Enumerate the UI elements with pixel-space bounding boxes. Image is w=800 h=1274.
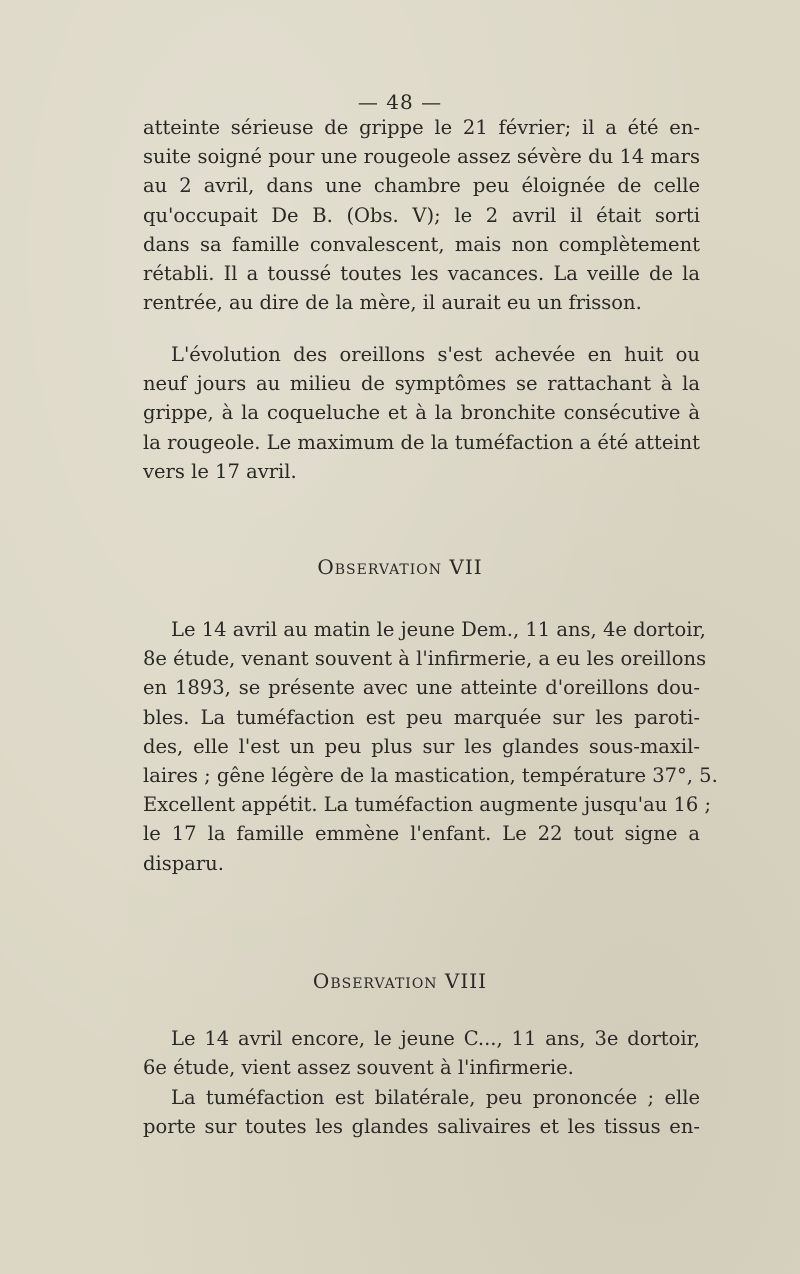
text-line: au 2 avril, dans une chambre peu éloignée de celle — [143, 174, 700, 198]
paragraph-continuation — [143, 113, 700, 317]
page-number: — 48 — — [357, 90, 443, 114]
text-line: disparu. — [143, 851, 224, 875]
text-line: la rougeole. Le maximum de la tuméfaction a été atteint — [143, 430, 700, 454]
paragraph-tumefaction — [143, 1083, 700, 1141]
text-line: le 17 la famille emmène l'enfant. Le 22 tout signe a — [143, 822, 700, 846]
text-line: neuf jours au milieu de symptômes se rattachant à la — [143, 372, 700, 396]
text-line: grippe, à la coqueluche et à la bronchite consécutive à — [143, 401, 700, 425]
text-line: vers le 17 avril. — [143, 459, 297, 483]
text-line: suite soigné pour une rougeole assez sévère du 14 mars — [143, 145, 700, 169]
text-line: Le 14 avril encore, le jeune C..., 11 ans, 3e dortoir, — [171, 1027, 700, 1050]
text-line: en 1893, se présente avec une atteinte d'oreillons dou- — [143, 676, 700, 700]
text-line: La tuméfaction est bilatérale, peu prononcée ; elle — [171, 1086, 700, 1109]
text-line: qu'occupait De B. (Obs. V); le 2 avril il était sorti — [143, 203, 700, 227]
paragraph-observation-vii — [143, 615, 718, 878]
text-line: porte sur toutes les glandes salivaires et les tissus en- — [143, 1115, 700, 1139]
paragraph-evolution — [143, 340, 700, 486]
section-heading-observation-viii: Observation VIII — [312, 969, 488, 993]
text-line: atteinte sérieuse de grippe le 21 février; il a été en- — [143, 116, 700, 139]
section-heading-observation-vii: Observation VII — [317, 555, 483, 579]
text-line: L'évolution des oreillons s'est achevée en huit ou — [171, 343, 700, 366]
text-line: Excellent appétit. La tuméfaction augmente jusqu'au 16 ; — [143, 793, 712, 817]
paragraph-observation-viii — [143, 1024, 700, 1082]
text-line: rétabli. Il a toussé toutes les vacances. La veille de la — [143, 262, 700, 286]
text-line: rentrée, au dire de la mère, il aurait eu un frisson. — [143, 291, 642, 315]
text-line: laires ; gêne légère de la mastication, température 37°, 5. — [143, 764, 718, 788]
text-line: 6e étude, vient assez souvent à l'infirmerie. — [143, 1056, 574, 1080]
text-line: bles. La tuméfaction est peu marquée sur les paroti- — [143, 705, 700, 729]
text-line: Le 14 avril au matin le jeune Dem., 11 ans, 4e dortoir, — [171, 618, 706, 641]
text-line: dans sa famille convalescent, mais non complètement — [143, 232, 700, 256]
text-line: 8e étude, venant souvent à l'infirmerie, a eu les oreillons — [143, 647, 707, 671]
text-line: des, elle l'est un peu plus sur les glandes sous-maxil- — [143, 734, 700, 758]
